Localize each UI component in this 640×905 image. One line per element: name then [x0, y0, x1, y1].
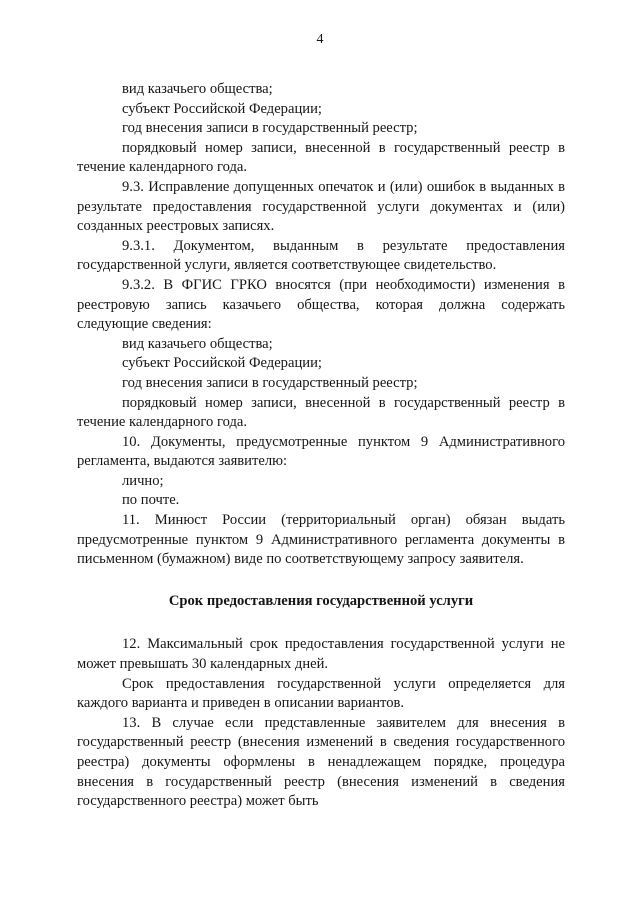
- paragraph: 9.3.2. В ФГИС ГРКО вносятся (при необходимости) изменения в реестровую запись казачьего общества, которая должна содержать следующие сведения:: [77, 276, 565, 333]
- paragraph: 9.3. Исправление допущенных опечаток и (или) ошибок в выданных в результате предоставления государственной услуги документах и (или) созданных реестровых записях.: [77, 178, 565, 235]
- page-number: 4: [316, 32, 324, 47]
- paragraph: по почте.: [122, 492, 180, 509]
- paragraph: год внесения записи в государственный реестр;: [122, 374, 418, 391]
- paragraph: вид казачьего общества;: [122, 335, 273, 352]
- paragraph: лично;: [122, 472, 164, 489]
- paragraph: порядковый номер записи, внесенной в государственный реестр в течение календарного года.: [77, 139, 565, 176]
- section-bottom: [77, 635, 565, 811]
- section-top: [77, 80, 565, 570]
- paragraph: субъект Российской Федерации;: [122, 355, 322, 372]
- paragraph: вид казачьего общества;: [122, 81, 273, 97]
- paragraph: 11. Минюст России (территориальный орган) обязан выдать предусмотренные пунктом 9 Административного регламента документы в письменном (бумажном) виде по соответствующему запросу заявителя.: [77, 512, 565, 568]
- paragraph: Срок предоставления государственной услуги определяется для каждого варианта и приведен в описании вариантов.: [77, 675, 565, 712]
- section-heading: Срок предоставления государственной услуги: [168, 592, 474, 609]
- paragraph: 12. Максимальный срок предоставления государственной услуги не может превышать 30 календарных дней.: [77, 636, 565, 673]
- paragraph: 10. Документы, предусмотренные пунктом 9 Административного регламента, выдаются заявителю:: [77, 433, 565, 470]
- paragraph: 13. В случае если представленные заявителем для внесения в государственный реестр (внесения изменений в сведения государственного реестра) документы оформлены в ненадлежащем порядке, процедура внесения в государственный реестр (внесения изменений в сведения государственного реестра) может быть: [77, 714, 565, 810]
- paragraph: год внесения записи в государственный реестр;: [122, 120, 418, 137]
- paragraph: субъект Российской Федерации;: [122, 100, 322, 117]
- paragraph: 9.3.1. Документом, выданным в результате предоставления государственной услуги, является соответствующее свидетельство.: [77, 237, 565, 274]
- document-body: [77, 80, 565, 812]
- paragraph: порядковый номер записи, внесенной в государственный реестр в течение календарного года.: [77, 394, 565, 431]
